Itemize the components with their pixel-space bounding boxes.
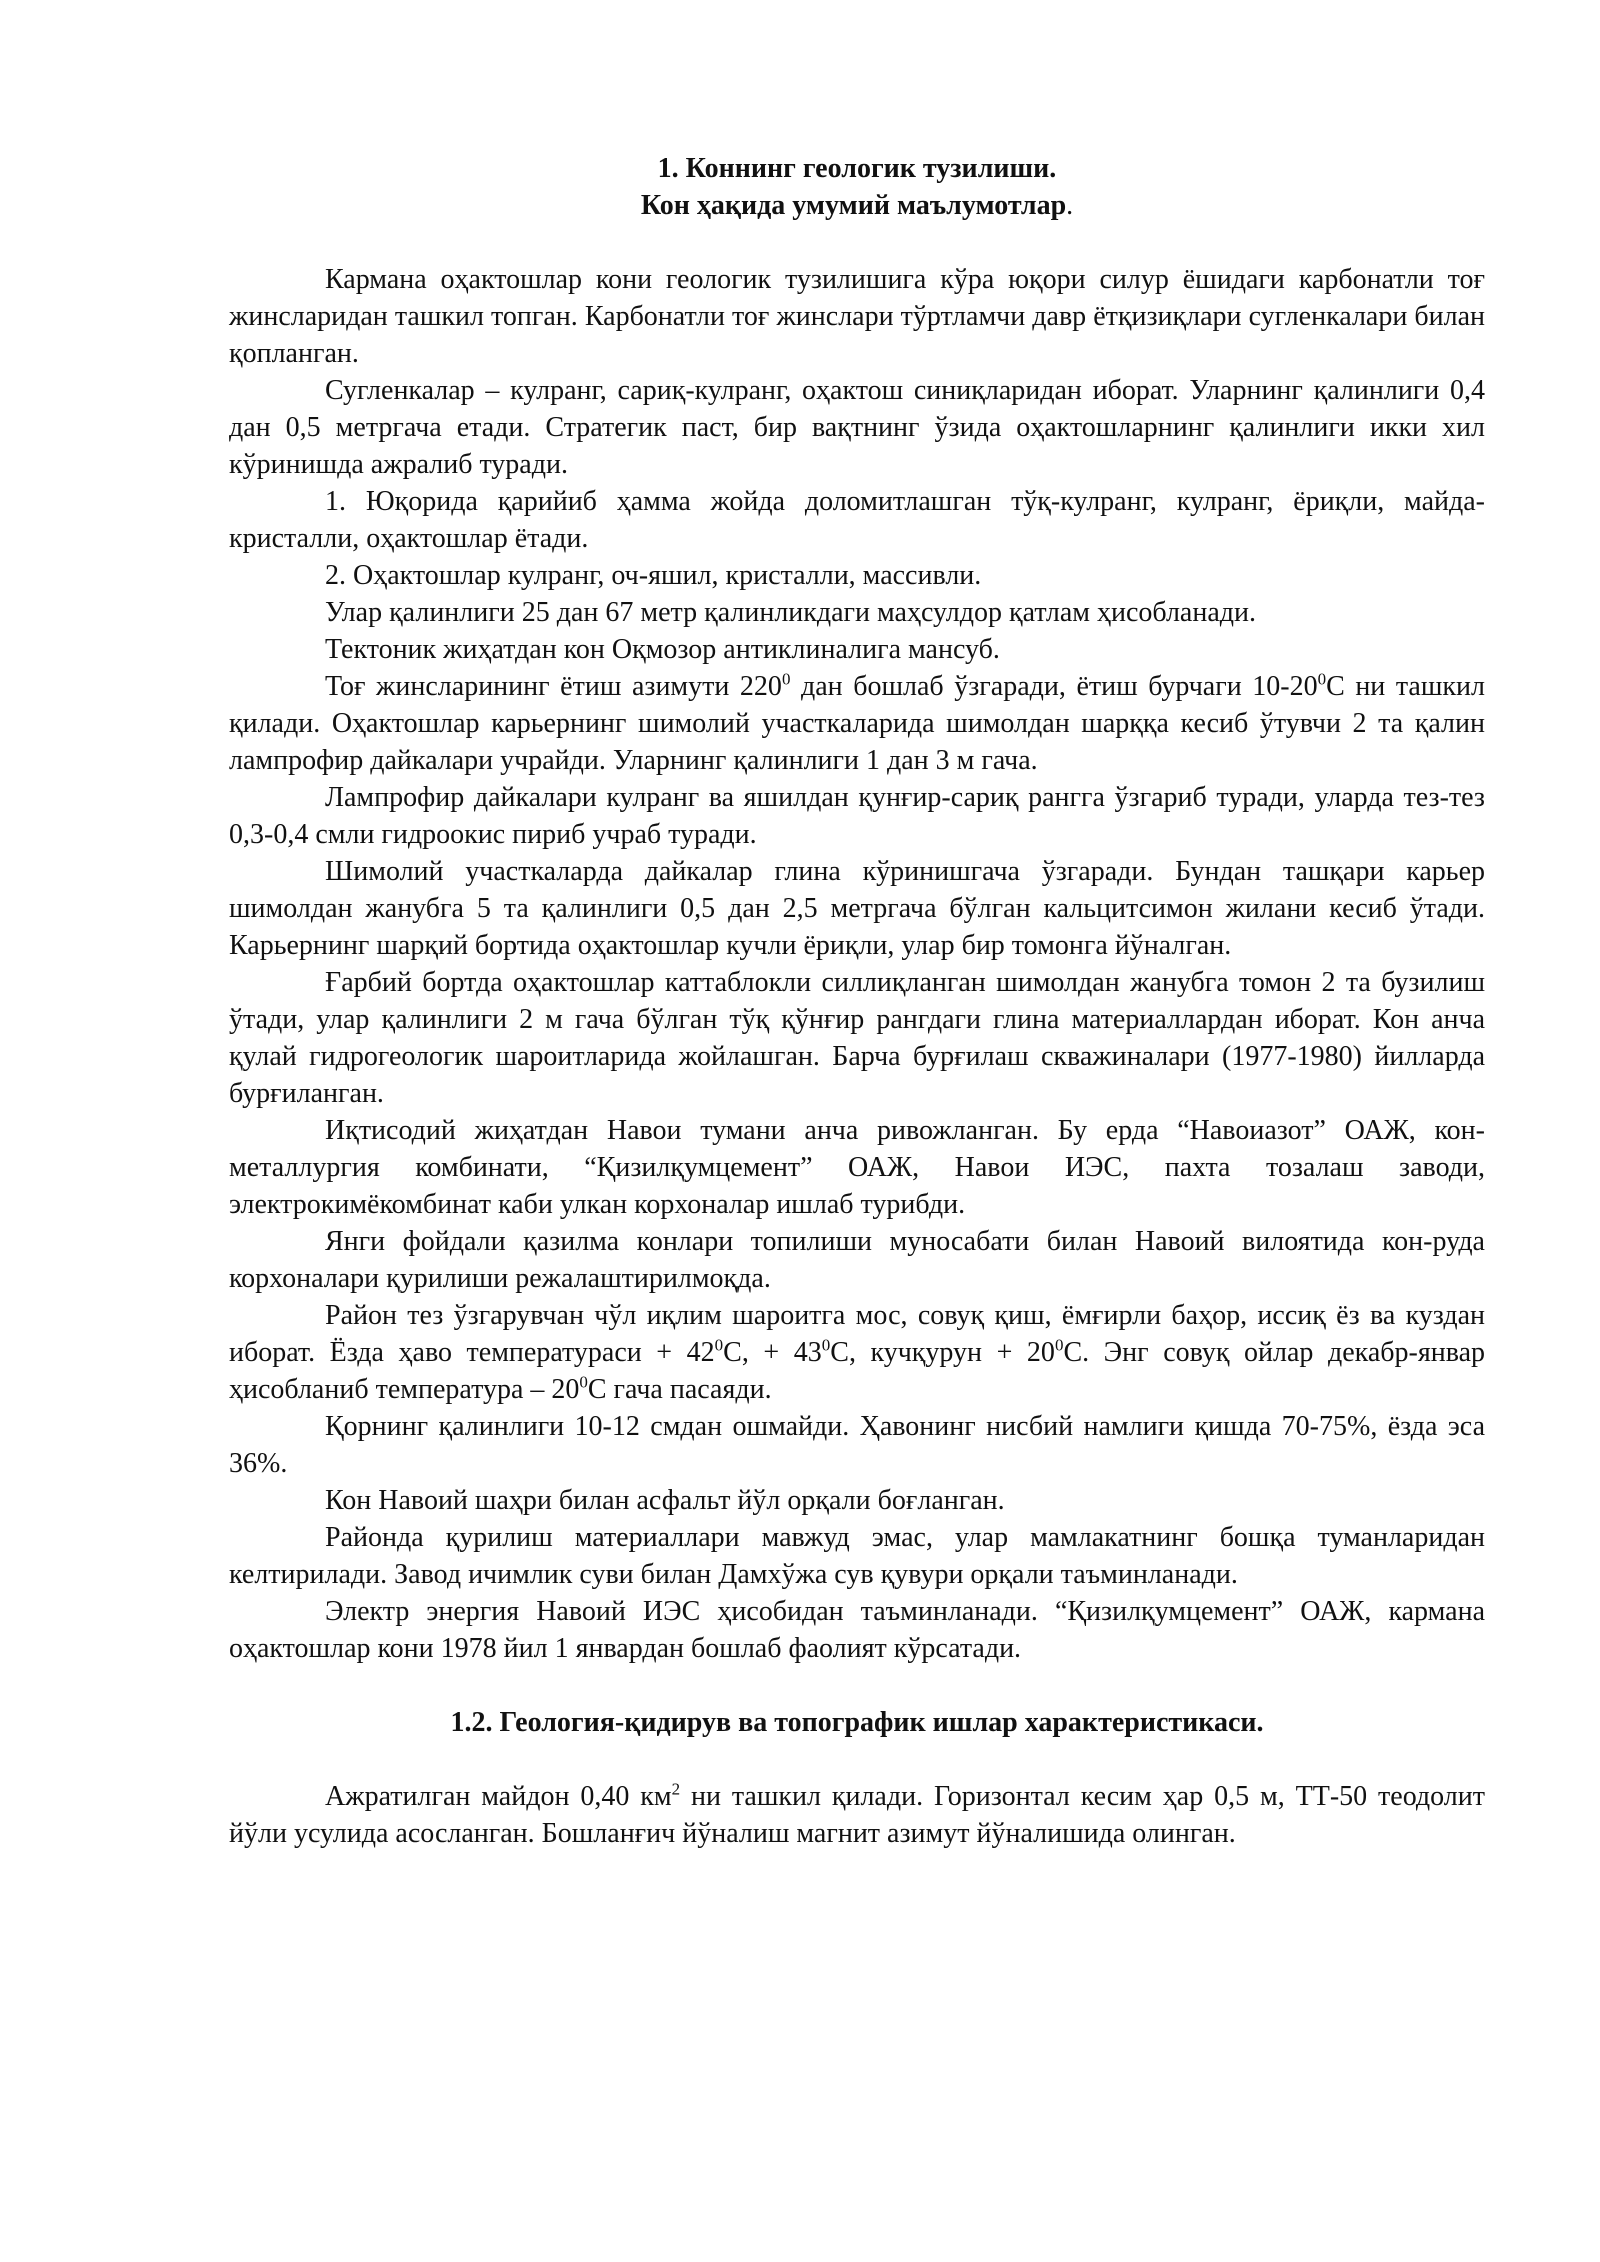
spacer	[229, 224, 1485, 261]
paragraph: 2. Оҳактошлар кулранг, оч-яшил, кристалли, массивли.	[325, 560, 982, 591]
superscript: 2	[671, 1779, 681, 1799]
paragraph: Янги фойдали қазилма конлари топилиши муносабати билан Навоий вилоятида кон-руда корхоналари қурилиши режалаштирилмоқда.	[229, 1226, 1485, 1294]
paragraph: Кармана оҳактошлар кони геологик тузилишига кўра юқори силур ёшидаги карбонатли тоғ жинсларидан ташкил топган. Карбонатли тоғ жинслари тўртламчи давр ётқизиқлари сугленкалари билан қопланган.	[229, 264, 1485, 369]
paragraph: Лампрофир дайкалари кулранг ва яшилдан қунғир-сариқ рангга ўзгариб туради, уларда тез-тез 0,3-0,4 смли гидроокис пириб учраб туради.	[229, 782, 1485, 850]
heading-line-2-text: Кон ҳақида умумий маълумотлар	[640, 190, 1067, 221]
heading-line-2-period: .	[1066, 190, 1074, 221]
paragraph: 1. Юқорида қарийиб ҳамма жойда доломитлашган тўқ-кулранг, кулранг, ёриқли, майда-кристалли, оҳактошлар ётади.	[229, 486, 1485, 554]
paragraph: Кон Навоий шаҳри билан асфальт йўл орқали боғланган.	[325, 1485, 1005, 1516]
superscript: 0	[714, 1335, 724, 1355]
document-page	[229, 150, 1485, 1852]
paragraph: Улар қалинлиги 25 дан 67 метр қалинликдаги маҳсулдор қатлам ҳисобланади.	[325, 597, 1256, 628]
heading-line-2	[229, 187, 1485, 224]
text-segment: С гача пасаяди.	[587, 1374, 772, 1405]
paragraph: Қорнинг қалинлиги 10-12 смдан ошмайди. Ҳавонинг нисбий намлиги қишда 70-75%, ёзда эса 36%.	[229, 1411, 1485, 1479]
paragraph: Иқтисодий жиҳатдан Навои тумани анча ривожланган. Бу ерда “Навоиазот” ОАЖ, кон-металлургия комбинати, “Қизилқумцемент” ОАЖ, Навои ИЭС, пахта тозалаш заводи, электрокимёкомбинат каби улкан корхоналар ишлаб турибди.	[229, 1115, 1485, 1220]
superscript: 0	[1054, 1335, 1064, 1355]
text-segment: С, + 43	[723, 1337, 822, 1368]
superscript: 0	[821, 1335, 831, 1355]
superscript: 0	[1317, 669, 1327, 689]
text-segment: С ни ташкил қилади. Оҳактошлар карьернинг шимолий участкаларида шимолдан шарққа кесиб ўтувчи 2 та қалин лампрофир дайкалари учрайди. Уларнинг қалинлиги 1 дан 3 м гача.	[229, 671, 1485, 776]
text-segment: Ажратилган майдон 0,40 км	[325, 1781, 672, 1812]
paragraph-azimuth	[229, 668, 1485, 779]
paragraph: Тектоник жиҳатдан кон Оқмозор антиклиналига мансуб.	[325, 634, 1000, 665]
paragraph: Электр энергия Навоий ИЭС ҳисобидан таъминланади. “Қизилқумцемент” ОАЖ, кармана оҳактошлар кони 1978 йил 1 январдан бошлаб фаолият кўрсатади.	[229, 1596, 1485, 1664]
text-segment: Тоғ жинсларининг ётиш азимути 220	[325, 671, 782, 702]
section-2-heading: 1.2. Геология-қидирув ва топографик ишлар характеристикаси.	[450, 1707, 1264, 1738]
paragraph: Сугленкалар – кулранг, сариқ-кулранг, оҳактош синиқларидан иборат. Уларнинг қалинлиги 0,4 дан 0,5 метргача етади. Стратегик паст, бир вақтнинг ўзида оҳактошларнинг қалинлиги икки хил кўринишда ажралиб туради.	[229, 375, 1485, 480]
text-segment: дан бошлаб ўзгаради, ётиш бурчаги 10-20	[790, 671, 1318, 702]
paragraph-area	[229, 1778, 1485, 1852]
text-segment: С. Энг совуқ ойлар декабр-январ ҳисобланиб температура – 20	[229, 1337, 1485, 1405]
text-segment: ни ташкил қилади. Горизонтал кесим ҳар 0,5 м, ТТ-50 теодолит йўли усулида асосланган. Бошланғич йўналиш магнит азимут йўналишида олинган.	[229, 1781, 1485, 1849]
text-segment: С, кучқурун + 20	[830, 1337, 1055, 1368]
paragraph: Шимолий участкаларда дайкалар глина кўринишгача ўзгаради. Бундан ташқари карьер шимолдан жанубга 5 та қалинлиги 0,5 дан 2,5 метргача бўлган кальцитсимон жилани кесиб ўтади. Карьернинг шарқий бортида оҳактошлар кучли ёриқли, улар бир томонга йўналган.	[229, 856, 1485, 961]
superscript: 0	[781, 669, 791, 689]
heading-line-1: 1. Коннинг геологик тузилиши.	[657, 153, 1057, 184]
section-heading	[229, 150, 1485, 224]
superscript: 0	[579, 1372, 588, 1392]
paragraph-climate	[229, 1297, 1485, 1408]
paragraph: Районда қурилиш материаллари мавжуд эмас, улар мамлакатнинг бошқа туманларидан келтирилади. Завод ичимлик суви билан Дамхўжа сув қувури орқали таъминланади.	[229, 1522, 1485, 1590]
text-segment: Район тез ўзгарувчан чўл иқлим шароитга мос, совуқ қиш, ёмғирли баҳор, иссиқ ёз ва куздан иборат. Ёзда ҳаво температураси + 42	[229, 1300, 1485, 1368]
paragraph: Ғарбий бортда оҳактошлар каттаблокли силлиқланган шимолдан жанубга томон 2 та бузилиш ўтади, улар қалинлиги 2 м гача бўлган тўқ қўнғир рангдаги глина материаллардан иборат. Кон анча қулай гидрогеологик шароитларида жойлашган. Барча бурғилаш скважиналари (1977-1980) йилларда бурғиланган.	[229, 967, 1485, 1109]
